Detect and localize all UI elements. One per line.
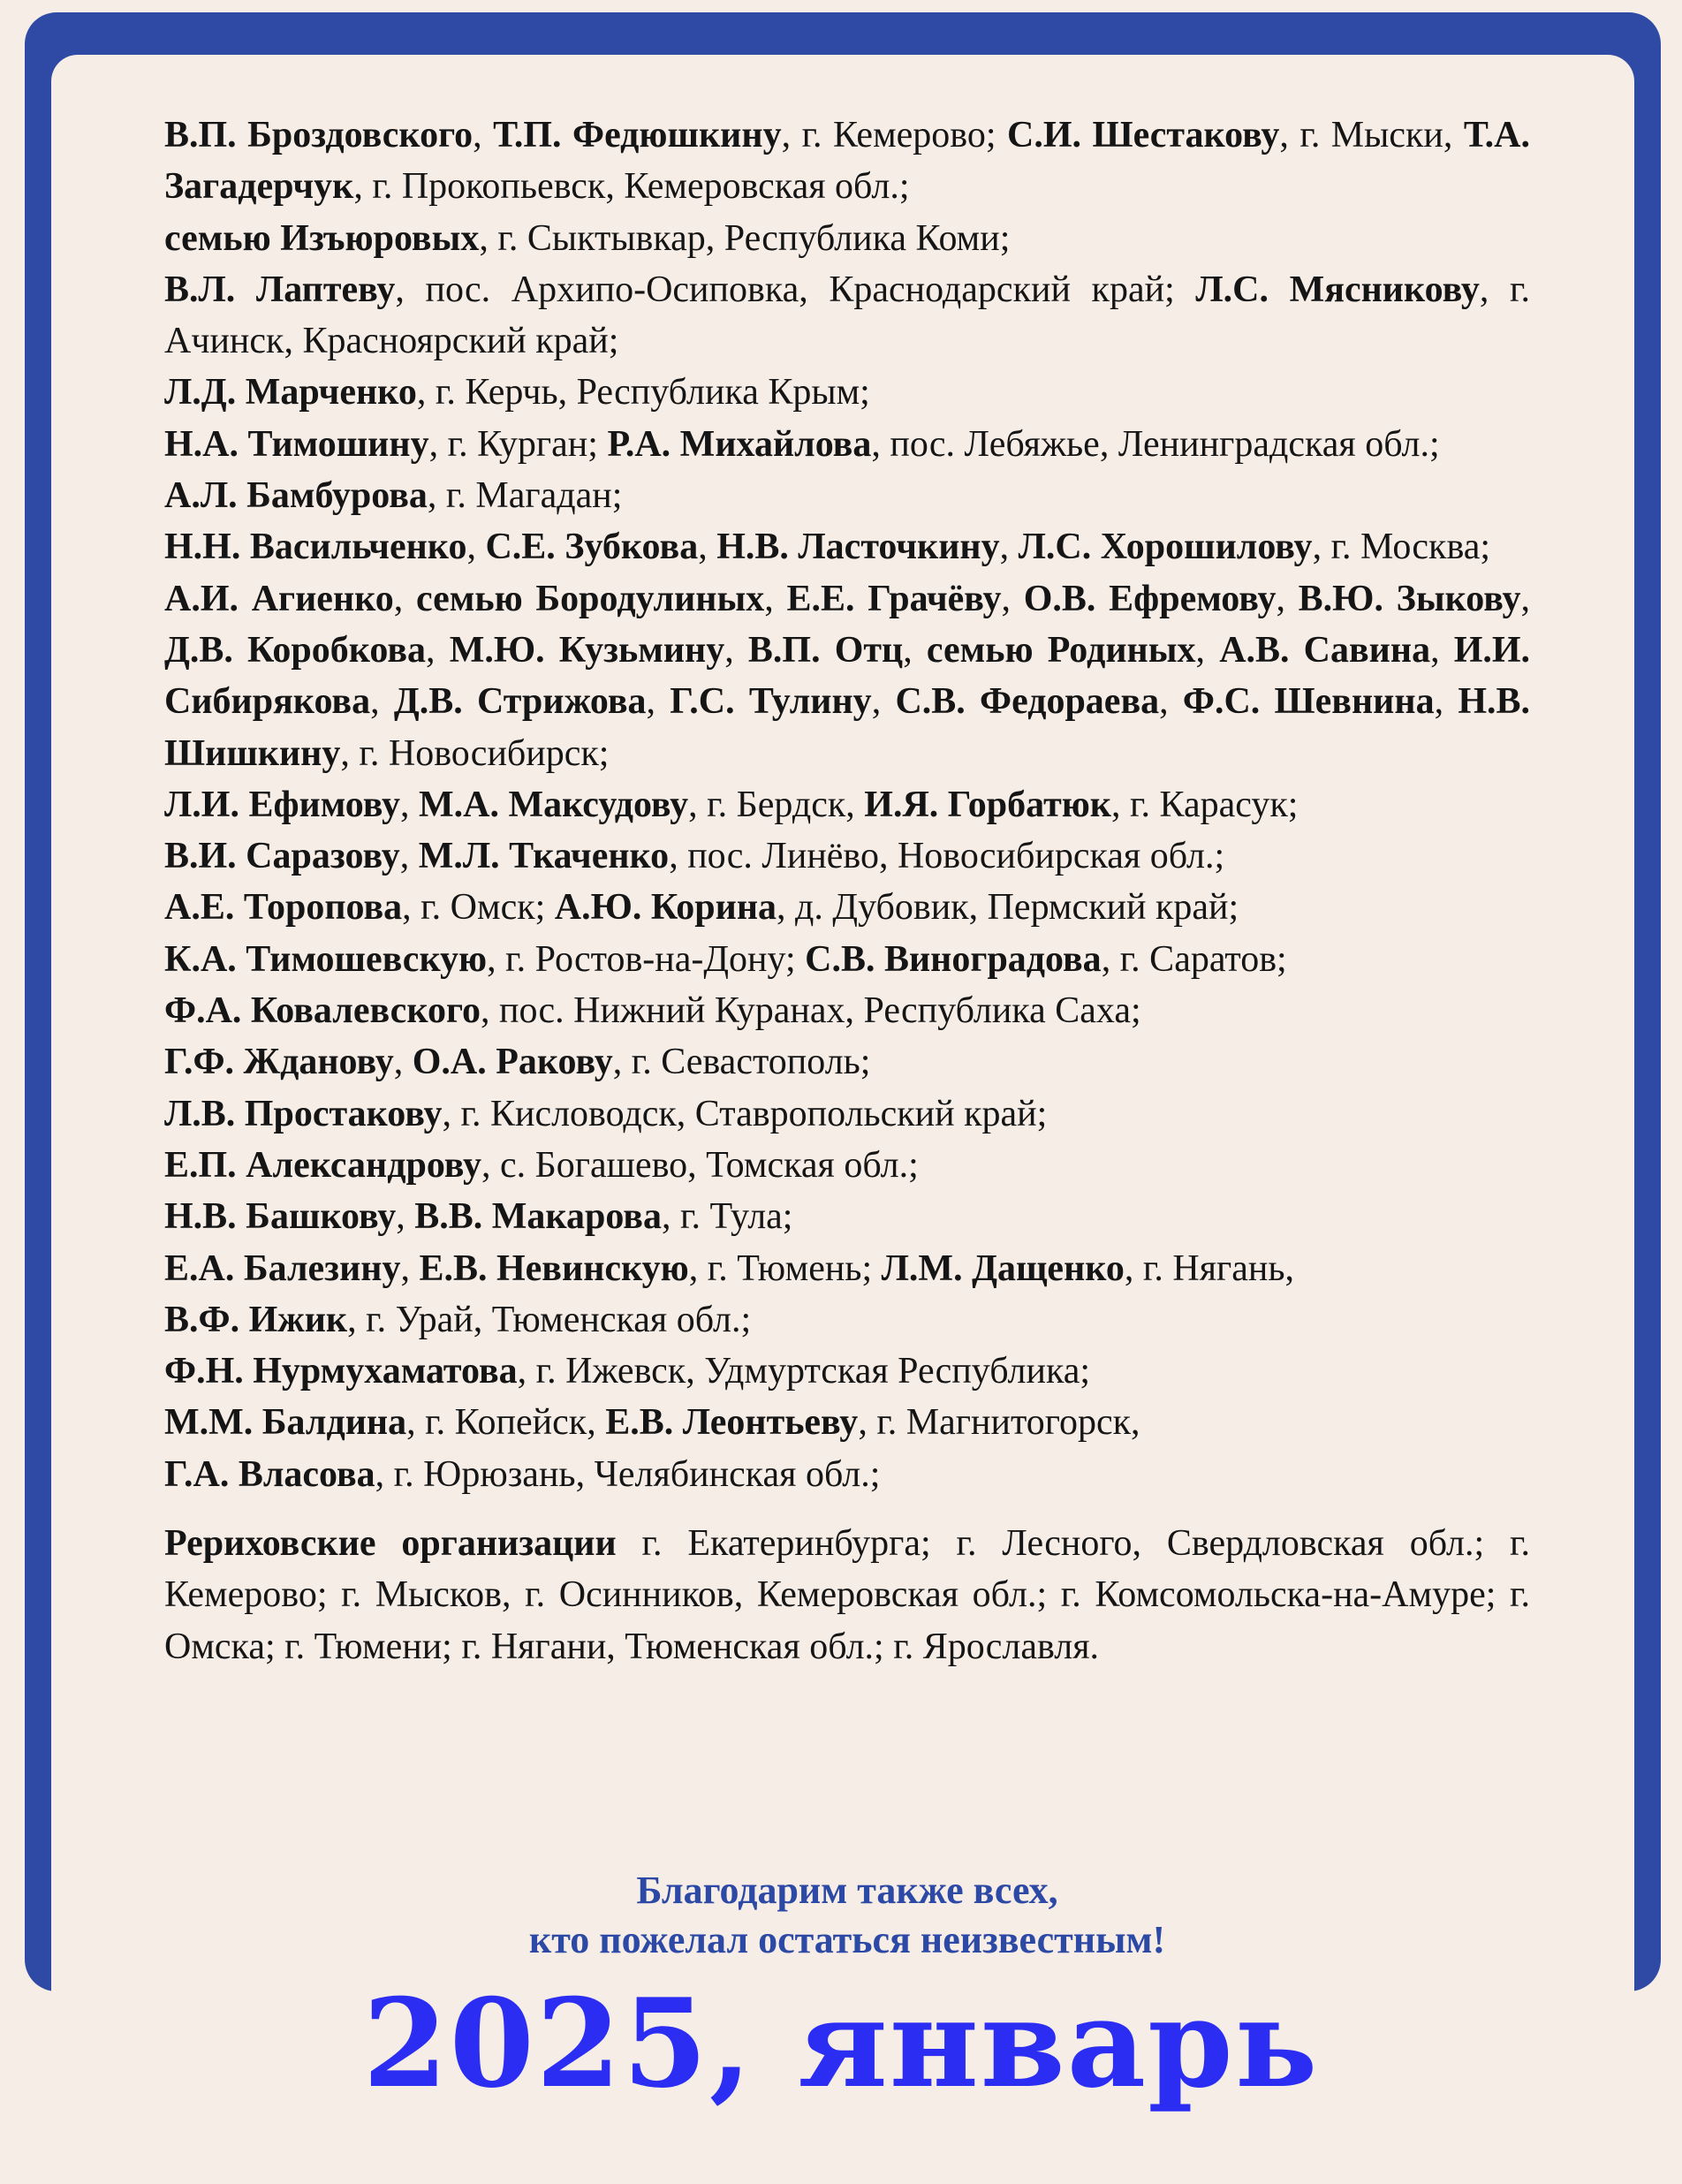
location-text: ,: [1434, 681, 1458, 723]
acknowledgement-entry: [164, 419, 1530, 470]
location-text: , г. Кисловодск, Ставропольский край;: [442, 1093, 1048, 1134]
footer-title: 2025, январь: [362, 1971, 1320, 2115]
location-text: ,: [1001, 578, 1024, 619]
location-text: г. Екатеринбурга; г. Лесного, Свердловская обл.; г. Кемерово; г. Мысков, г. Осинников, Кемеровская обл.; г. Комсомольска-на-Амуре; г. Омска; г. Тюмени; г. Нягани, Тюменская обл.; г. Ярославля.: [164, 1523, 1531, 1667]
donor-name: Е.П. Александрову: [164, 1144, 482, 1186]
location-text: ,: [473, 115, 494, 155]
location-text: , г. Курган;: [428, 423, 608, 465]
donor-name: А.И. Агиенко: [164, 578, 394, 619]
acknowledgements-list: [164, 110, 1530, 1672]
location-text: ,: [1195, 629, 1220, 671]
thanks-line-2: кто пожелал остаться неизвестным!: [528, 1918, 1166, 1961]
donor-name: С.Е. Зубкова: [485, 527, 699, 568]
location-text: , г. Копейск,: [406, 1402, 606, 1444]
donor-name: Р.А. Михайлова: [607, 423, 872, 465]
donor-name: С.И. Шестакову: [1006, 115, 1280, 155]
acknowledgement-entry: [164, 521, 1530, 573]
donor-name: Е.В. Невинскую: [419, 1247, 689, 1289]
donor-name: Н.В. Ласточкину: [716, 527, 1000, 568]
donor-name: О.А. Ракову: [412, 1042, 613, 1083]
location-text: , г. Севастополь;: [612, 1042, 871, 1083]
donor-name: В.И. Саразову: [164, 836, 400, 877]
location-text: , г. Прокопьевск, Кемеровская обл.;: [353, 166, 910, 208]
donor-name: И.Я. Горбатюк: [864, 784, 1112, 825]
donor-name: Т.П. Федюшкину: [493, 115, 782, 155]
thanks-note: [164, 1866, 1530, 1965]
donor-name: Д.В. Стрижова: [393, 681, 647, 723]
location-text: ,: [871, 681, 896, 723]
location-text: ,: [396, 1196, 415, 1238]
donor-name: С.В. Виноградова: [805, 938, 1102, 980]
donor-name: Л.С. Мясникову: [1195, 269, 1480, 310]
acknowledgement-entry: [164, 882, 1530, 933]
location-text: , г. Москва;: [1312, 527, 1491, 568]
donor-name: Н.В. Башкову: [164, 1196, 397, 1238]
location-text: ,: [1159, 681, 1183, 723]
location-text: , г. Магадан;: [427, 475, 623, 517]
acknowledgement-entry: [164, 1346, 1530, 1397]
location-text: , г. Карасук;: [1111, 784, 1299, 825]
donor-name: Рериховские организации: [164, 1523, 617, 1565]
location-text: ,: [724, 629, 748, 671]
location-text: , г. Ростов-на-Дону;: [487, 938, 806, 980]
location-text: ,: [1276, 578, 1299, 619]
acknowledgement-entry: [164, 830, 1530, 882]
acknowledgement-entry: [164, 1036, 1530, 1088]
acknowledgement-entry: [164, 779, 1530, 830]
donor-name: В.Ф. Ижик: [164, 1299, 348, 1340]
acknowledgement-entry: [164, 1449, 1530, 1500]
donor-name: М.Л. Ткаченко: [418, 836, 670, 877]
acknowledgement-entry: [164, 213, 1530, 264]
location-text: ,: [393, 578, 416, 619]
location-text: ,: [400, 1247, 420, 1289]
acknowledgement-entry: [164, 264, 1530, 368]
donor-name: Л.В. Простакову: [164, 1093, 443, 1134]
location-text: , пос. Нижний Куранах, Республика Саха;: [480, 990, 1141, 1032]
location-text: , г. Магнитогорск,: [858, 1402, 1140, 1444]
location-text: ,: [698, 527, 717, 568]
donor-name: И.И. Сибирякова: [164, 629, 1531, 723]
donor-name: семью Бородулиных: [416, 578, 765, 619]
location-text: , г. Сыктывкар, Республика Коми;: [479, 217, 1011, 259]
location-text: ,: [370, 681, 394, 723]
location-text: , г. Юрюзань, Челябинская обл.;: [375, 1453, 881, 1495]
acknowledgement-entry: [164, 1397, 1530, 1448]
location-text: , г. Новосибирск;: [340, 732, 610, 774]
location-text: , г. Керчь, Республика Крым;: [416, 372, 870, 413]
donor-name: семью Изъюровых: [164, 217, 480, 259]
donor-name: В.П. Броздовского: [164, 115, 474, 155]
location-text: , пос. Архипо-Осиповка, Краснодарский край;: [395, 269, 1196, 310]
donor-name: А.Ю. Корина: [554, 887, 777, 929]
location-text: , г. Урай, Тюменская обл.;: [347, 1299, 752, 1340]
acknowledgement-entry: [164, 573, 1530, 779]
location-text: ,: [999, 527, 1019, 568]
donor-name: Д.В. Коробкова: [164, 629, 427, 671]
donor-name: Н.Н. Васильченко: [164, 527, 467, 568]
location-text: , г. Бердск,: [688, 784, 865, 825]
donor-name: Л.И. Ефимову: [164, 784, 400, 825]
acknowledgement-entry: [164, 1294, 1530, 1346]
donor-name: Ф.Н. Нурмухаматова: [164, 1351, 518, 1392]
acknowledgement-entry: [164, 1140, 1530, 1191]
location-text: ,: [646, 681, 671, 723]
donor-name: Л.С. Хорошилову: [1018, 527, 1313, 568]
acknowledgement-entry: [164, 985, 1530, 1036]
donor-name: М.М. Балдина: [164, 1402, 407, 1444]
acknowledgement-entry: [164, 367, 1530, 418]
donor-name: Ф.С. Шевнина: [1182, 681, 1435, 723]
donor-name: Н.А. Тимошину: [164, 423, 429, 465]
location-text: , г. Ижевск, Удмуртская Республика;: [517, 1351, 1091, 1392]
donor-name: Г.Ф. Жданову: [164, 1042, 394, 1083]
acknowledgement-entry: [164, 1191, 1530, 1242]
donor-name: Е.А. Балезину: [164, 1247, 401, 1289]
donor-name: В.Л. Лаптеву: [164, 269, 396, 310]
donor-name: Н.В. Шишкину: [164, 681, 1531, 774]
acknowledgement-entry: [164, 1243, 1530, 1294]
location-text: ,: [400, 784, 419, 825]
donor-name: В.П. Отц: [747, 629, 904, 671]
location-text: ,: [1430, 629, 1454, 671]
donor-name: Л.Д. Марченко: [164, 372, 417, 413]
location-text: , пос. Лебяжье, Ленинградская обл.;: [871, 423, 1440, 465]
location-text: , пос. Линёво, Новосибирская обл.;: [669, 836, 1225, 877]
location-text: , г. Мыски,: [1279, 115, 1464, 155]
location-text: ,: [399, 836, 419, 877]
donor-name: Е.Е. Грачёву: [786, 578, 1002, 619]
donor-name: А.В. Савина: [1219, 629, 1431, 671]
donor-name: В.В. Макарова: [414, 1196, 662, 1238]
acknowledgement-entry: [164, 1088, 1530, 1140]
donor-name: О.В. Ефремову: [1023, 578, 1277, 619]
acknowledgement-entry: [164, 934, 1530, 985]
location-text: ,: [1520, 578, 1530, 619]
donor-name: В.Ю. Зыкову: [1298, 578, 1521, 619]
location-text: ,: [764, 578, 787, 619]
acknowledgement-entry: [164, 110, 1530, 213]
location-text: , г. Омск;: [402, 887, 555, 929]
location-text: , г. Тюмень;: [688, 1247, 882, 1289]
location-text: , г. Тула;: [662, 1196, 793, 1238]
location-text: ,: [426, 629, 450, 671]
location-text: , с. Богашево, Томская обл.;: [481, 1144, 919, 1186]
location-text: ,: [393, 1042, 413, 1083]
donor-name: Г.С. Тулину: [670, 681, 872, 723]
acknowledgement-entry: [164, 470, 1530, 521]
donor-name: С.В. Федораева: [895, 681, 1160, 723]
location-text: , д. Дубовик, Пермский край;: [777, 887, 1239, 929]
location-text: , г. Нягань,: [1124, 1247, 1295, 1289]
location-text: ,: [466, 527, 486, 568]
donor-name: М.Ю. Кузьмину: [449, 629, 725, 671]
donor-name: Е.В. Леонтьеву: [605, 1402, 859, 1444]
location-text: , г. Кемерово;: [781, 115, 1007, 155]
organizations-entry: [164, 1518, 1530, 1672]
donor-name: Ф.А. Ковалевского: [164, 990, 481, 1032]
donor-name: Т.А. Загадерчук: [164, 115, 1530, 208]
donor-name: семью Родиных: [926, 629, 1196, 671]
donor-name: Г.А. Власова: [164, 1453, 375, 1495]
location-text: ,: [903, 629, 927, 671]
thanks-line-1: Благодарим также всех,: [636, 1869, 1058, 1912]
location-text: , г. Саратов;: [1101, 938, 1287, 980]
donor-name: М.А. Максудову: [419, 784, 689, 825]
location-text: , г. Ачинск, Красноярский край;: [164, 269, 1530, 362]
donor-name: А.Е. Торопова: [164, 887, 403, 929]
donor-name: К.А. Тимошевскую: [164, 938, 488, 980]
donor-name: Л.М. Дащенко: [881, 1247, 1125, 1289]
donor-name: А.Л. Бамбурова: [164, 475, 428, 517]
